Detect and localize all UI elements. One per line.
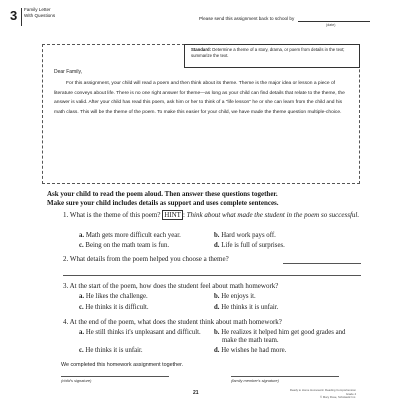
lesson-title-line2: With Questions: [24, 13, 56, 18]
answer-line[interactable]: [283, 263, 361, 264]
q4-option-c[interactable]: [79, 347, 143, 355]
q3-option-c-letter: c.: [79, 304, 84, 311]
standard-text: Determine a theme of a story, drama, or poem from details in the text; summarize the text.: [191, 47, 345, 58]
question-4: [63, 318, 363, 327]
q4-option-a-letter: a.: [79, 329, 85, 336]
q1-option-c-letter: c.: [79, 242, 84, 249]
header-divider: [21, 8, 22, 26]
q3-option-b-text: He enjoys it.: [221, 293, 256, 300]
question-1-text: What is the theme of this poem?: [69, 211, 161, 219]
q3-option-d-text: He thinks it is unfair.: [221, 304, 279, 311]
question-3: [63, 282, 363, 291]
q4-option-d-text: He wishes he had more.: [221, 347, 287, 354]
q3-option-b[interactable]: [214, 293, 256, 301]
q1-option-d[interactable]: [214, 242, 285, 250]
q3-option-a[interactable]: [79, 293, 148, 301]
q4-option-d-letter: d.: [214, 347, 220, 354]
page-number: 21: [193, 390, 199, 396]
q3-option-a-letter: a.: [79, 293, 85, 300]
q3-option-a-text: He likes the challenge.: [85, 293, 148, 300]
q1-option-b-text: Hard work pays off.: [221, 232, 276, 239]
child-signature-line[interactable]: [61, 376, 169, 377]
question-1: 1. What is the theme of this poem? HINT : Think about what made the student in the poem so successful.: [63, 211, 360, 219]
date-label: (date): [326, 23, 336, 27]
question-1-number: 1.: [63, 211, 69, 219]
q1-option-a-text: Math gets more difficult each year.: [85, 232, 181, 239]
q4-option-a[interactable]: [79, 329, 203, 337]
date-blank-line[interactable]: [298, 21, 370, 22]
family-signature-line[interactable]: [231, 376, 339, 377]
q1-option-d-text: Life is full of surprises.: [221, 242, 285, 249]
q4-option-b-letter: b.: [214, 329, 220, 336]
q4-option-a-text: He still thinks it's unpleasant and difficult.: [85, 329, 201, 336]
standard-box: [184, 44, 360, 68]
q1-option-a[interactable]: [79, 232, 181, 240]
q4-option-c-text: He thinks it is unfair.: [85, 347, 143, 354]
credit-line-2: © Mary Rose, Scholastic Inc.: [320, 395, 356, 400]
q1-option-a-letter: a.: [79, 232, 85, 239]
lesson-title: [24, 7, 55, 19]
question-2-number: 2.: [63, 255, 69, 263]
answer-line[interactable]: [63, 275, 361, 276]
q3-option-d-letter: d.: [214, 304, 220, 311]
question-2: [63, 255, 283, 264]
return-note: Please send this assignment back to school by: [199, 16, 295, 21]
credit-line: [286, 389, 356, 400]
credit-line-1: Ready to Home Homework: Reading Comprehension Grade 4: [289, 388, 356, 396]
letter-greeting: Dear Family,: [54, 69, 82, 75]
question-4-text: At the end of the poem, what does the student think about math homework?: [69, 318, 282, 326]
q1-option-d-letter: d.: [214, 242, 220, 249]
q3-option-b-letter: b.: [214, 293, 220, 300]
question-2-text: What details from the poem helped you choose a theme?: [69, 255, 229, 263]
hint-badge: HINT: [164, 211, 181, 219]
family-signature-label: (family member's signature): [231, 378, 279, 383]
q1-option-b-letter: b.: [214, 232, 220, 239]
question-3-text: At the start of the poem, how does the student feel about math homework?: [69, 282, 279, 290]
lesson-number: 3: [10, 8, 18, 23]
q4-option-d[interactable]: [214, 347, 286, 355]
q4-option-c-letter: c.: [79, 347, 84, 354]
lesson-title-line1: Family Letter: [24, 7, 51, 12]
q1-option-c[interactable]: [79, 242, 169, 250]
instructions-line1: Ask your child to read the poem aloud. Then answer these questions together.: [47, 190, 278, 198]
instructions: [47, 190, 377, 208]
question-4-number: 4.: [63, 318, 69, 326]
instructions-line2: Make sure your child includes details as support and uses complete sentences.: [47, 199, 279, 207]
q3-option-c[interactable]: [79, 304, 149, 312]
question-1-hint: Think about what made the student in the poem so successful.: [186, 211, 360, 219]
letter-body: For this assignment, your child will read a poem and then think about its theme. Theme is the major idea or lesson a piece of literature conveys about life. There is no one right answer for theme—as long as your child can find details that relate to the theme, the answer is valid. After your child has read this poem, ask him or her to think of a "life lesson" he or she can learn from the child and his math class. This will be the theme of the poem. To make this easier for your child, we have made the theme question multiple-choice.: [54, 81, 345, 115]
q4-option-b[interactable]: [214, 329, 346, 346]
q1-option-c-text: Being on the math team is fun.: [85, 242, 170, 249]
q3-option-c-text: He thinks it is difficult.: [85, 304, 149, 311]
question-3-number: 3.: [63, 282, 69, 290]
q3-option-d[interactable]: [214, 304, 278, 312]
completed-statement: We completed this homework assignment together.: [61, 362, 184, 368]
standard-label: Standard:: [191, 47, 212, 52]
q4-option-b-text: He realizes it helped him get good grades and make the math team.: [221, 329, 346, 345]
child-signature-label: (child's signature): [61, 378, 92, 383]
q1-option-b[interactable]: [214, 232, 276, 240]
